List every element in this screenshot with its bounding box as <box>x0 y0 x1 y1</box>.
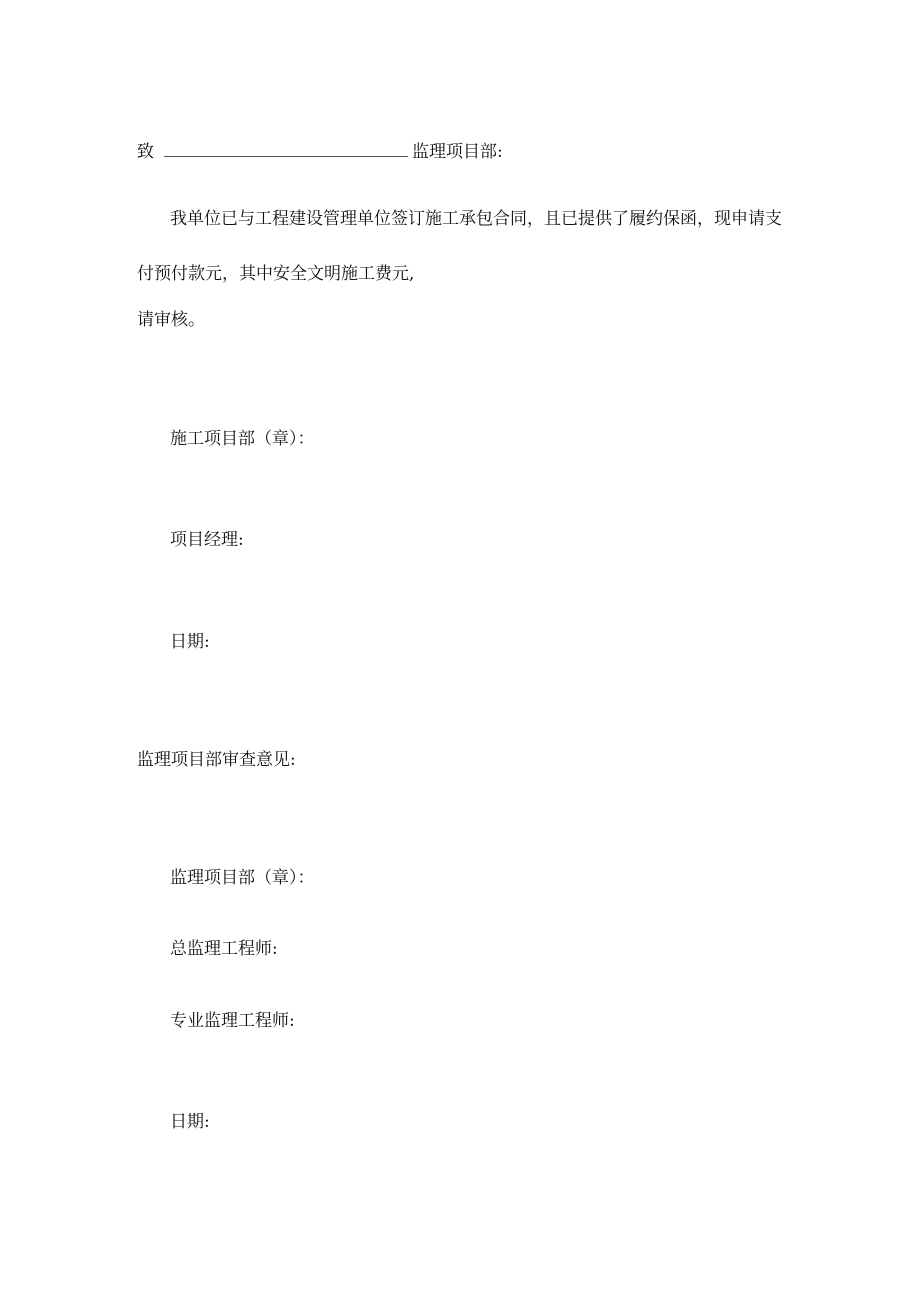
supervision-dept-seal: 监理项目部（章）： <box>170 868 315 888</box>
addressee-blank <box>164 140 408 157</box>
addressee-line <box>137 140 503 163</box>
chief-engineer-label: 总监理工程师: <box>170 939 278 959</box>
specialist-engineer-label: 专业监理工程师: <box>170 1011 295 1031</box>
contractor-date-label: 日期: <box>170 632 210 652</box>
project-manager-label: 项目经理: <box>170 530 244 550</box>
addressee-suffix: 监理项目部: <box>412 142 503 162</box>
supervision-opinion-title: 监理项目部审查意见: <box>137 750 296 770</box>
body-line-2: 付预付款元，其中安全文明施工费元, <box>137 264 415 284</box>
supervision-date-label: 日期: <box>170 1112 210 1132</box>
body-line-1: 我单位已与工程建设管理单位签订施工承包合同，且已提供了履约保函，现申请支 <box>170 209 782 229</box>
contractor-dept-seal: 施工项目部（章）： <box>170 429 315 449</box>
body-line-3: 请审核。 <box>137 310 205 330</box>
addressee-prefix: 致 <box>137 142 154 162</box>
